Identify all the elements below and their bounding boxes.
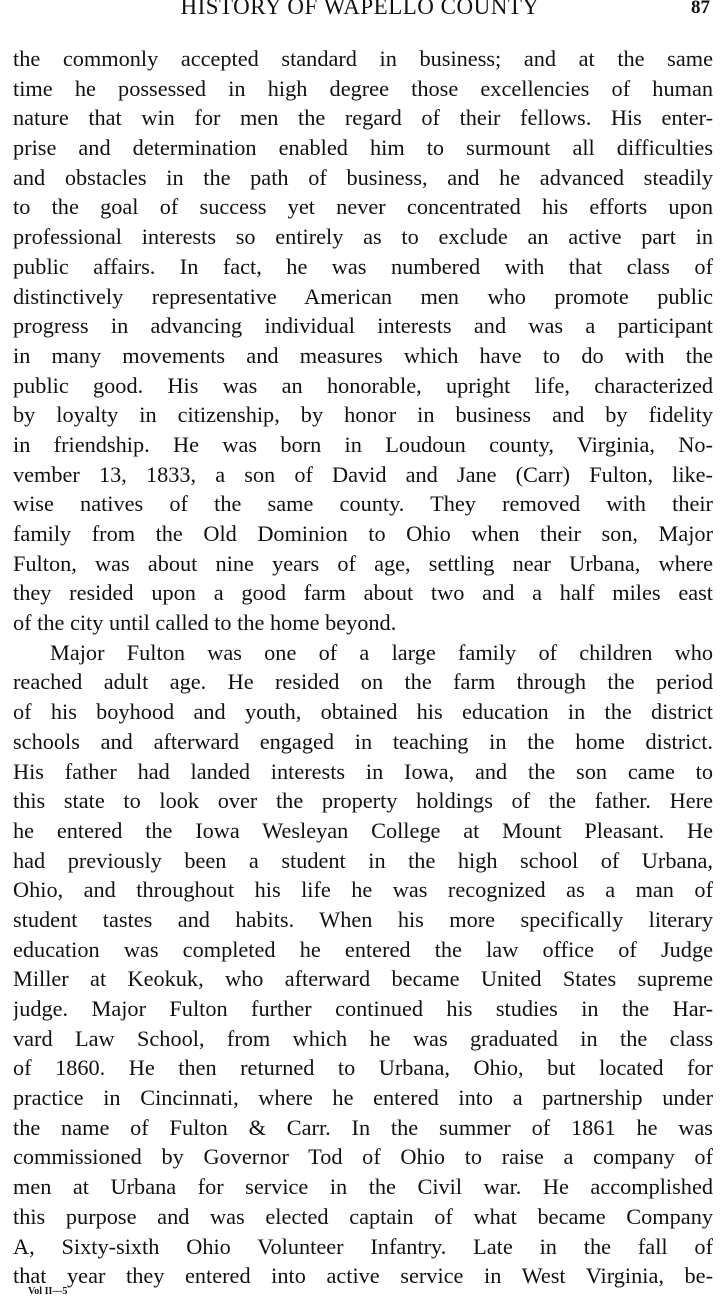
text-line: distinctively representative American men who promote public — [13, 283, 713, 309]
text-line: education was completed he entered the law office of Judge — [13, 936, 713, 962]
signature-mark: Vol II—5 — [28, 1286, 68, 1297]
text-line: family from the Old Dominion to Ohio when their son, Major — [13, 521, 713, 546]
text-line: and obstacles in the path of business, and he advanced steadily — [13, 164, 713, 190]
text-line: he entered the Iowa Wesleyan College at Mount Pleasant. He — [13, 817, 713, 843]
text-line: this purpose and was elected captain of what became Company — [13, 1203, 713, 1229]
text-line: of the city until called to the home beyond. — [13, 610, 397, 636]
text-line: schools and afterward engaged in teaching in the home district. — [13, 728, 713, 754]
text-line: Major Fulton was one of a large family of children who — [50, 639, 713, 665]
text-line: in many movements and measures which have to do with the — [13, 342, 713, 368]
text-line: student tastes and habits. When his more specifically literary — [13, 906, 713, 932]
text-line: Fulton, was about nine years of age, settling near Urbana, where — [13, 550, 713, 576]
page-header — [0, 0, 720, 24]
text-line: vard Law School, from which he was graduated in the class — [13, 1025, 713, 1051]
text-line: that year they entered into active service in West Virginia, be- — [13, 1263, 713, 1289]
text-line: professional interests so entirely as to exclude an active part in — [13, 224, 713, 250]
text-line: practice in Cincinnati, where he entered into a partnership under — [13, 1085, 713, 1111]
text-line: prise and determination enabled him to surmount all difficulties — [13, 135, 713, 161]
text-line: His father had landed interests in Iowa, and the son came to — [13, 758, 713, 784]
text-line: Ohio, and throughout his life he was recognized as a man of — [13, 877, 713, 903]
text-line: in friendship. He was born in Loudoun county, Virginia, No- — [13, 431, 713, 457]
text-line: to the goal of success yet never concentrated his efforts upon — [13, 194, 713, 220]
text-line: had previously been a student in the high school of Urbana, — [13, 847, 713, 873]
text-line: this state to look over the property holdings of the father. Here — [13, 788, 713, 814]
text-line: by loyalty in citizenship, by honor in business and by fidelity — [13, 402, 713, 428]
text-line: the commonly accepted standard in business; and at the same — [13, 46, 713, 71]
paragraph — [13, 638, 713, 1291]
text-line: time he possessed in high degree those excellencies of human — [13, 75, 713, 101]
text-line: reached adult age. He resided on the farm through the period — [13, 669, 713, 695]
text-line: of his boyhood and youth, obtained his education in the district — [13, 699, 713, 725]
text-line: commissioned by Governor Tod of Ohio to raise a company of — [13, 1144, 713, 1170]
text-line: public affairs. In fact, he was numbered with that class of — [13, 253, 713, 279]
text-line: vember 13, 1833, a son of David and Jane (Carr) Fulton, like- — [13, 461, 713, 487]
text-line: they resided upon a good farm about two and a half miles east — [13, 580, 713, 606]
text-line: the name of Fulton & Carr. In the summer of 1861 he was — [13, 1114, 713, 1140]
text-line: judge. Major Fulton further continued his studies in the Har- — [13, 996, 713, 1021]
text-line: of 1860. He then returned to Urbana, Ohio, but located for — [13, 1055, 713, 1081]
paragraph — [13, 44, 713, 638]
running-title: HISTORY OF WAPELLO COUNTY — [180, 0, 540, 19]
text-line: progress in advancing individual interests and was a participant — [13, 313, 713, 339]
text-line: men at Urbana for service in the Civil war. He accomplished — [13, 1174, 713, 1200]
text-line: wise natives of the same county. They removed with their — [13, 491, 713, 517]
text-line: A, Sixty-sixth Ohio Volunteer Infantry. Late in the fall of — [13, 1233, 713, 1259]
body-text — [13, 44, 713, 1291]
text-line: nature that win for men the regard of their fellows. His enter- — [13, 105, 713, 131]
text-line: public good. His was an honorable, upright life, characterized — [13, 372, 713, 398]
page-number: 87 — [691, 0, 710, 18]
text-line: Miller at Keokuk, who afterward became United States supreme — [13, 966, 713, 992]
